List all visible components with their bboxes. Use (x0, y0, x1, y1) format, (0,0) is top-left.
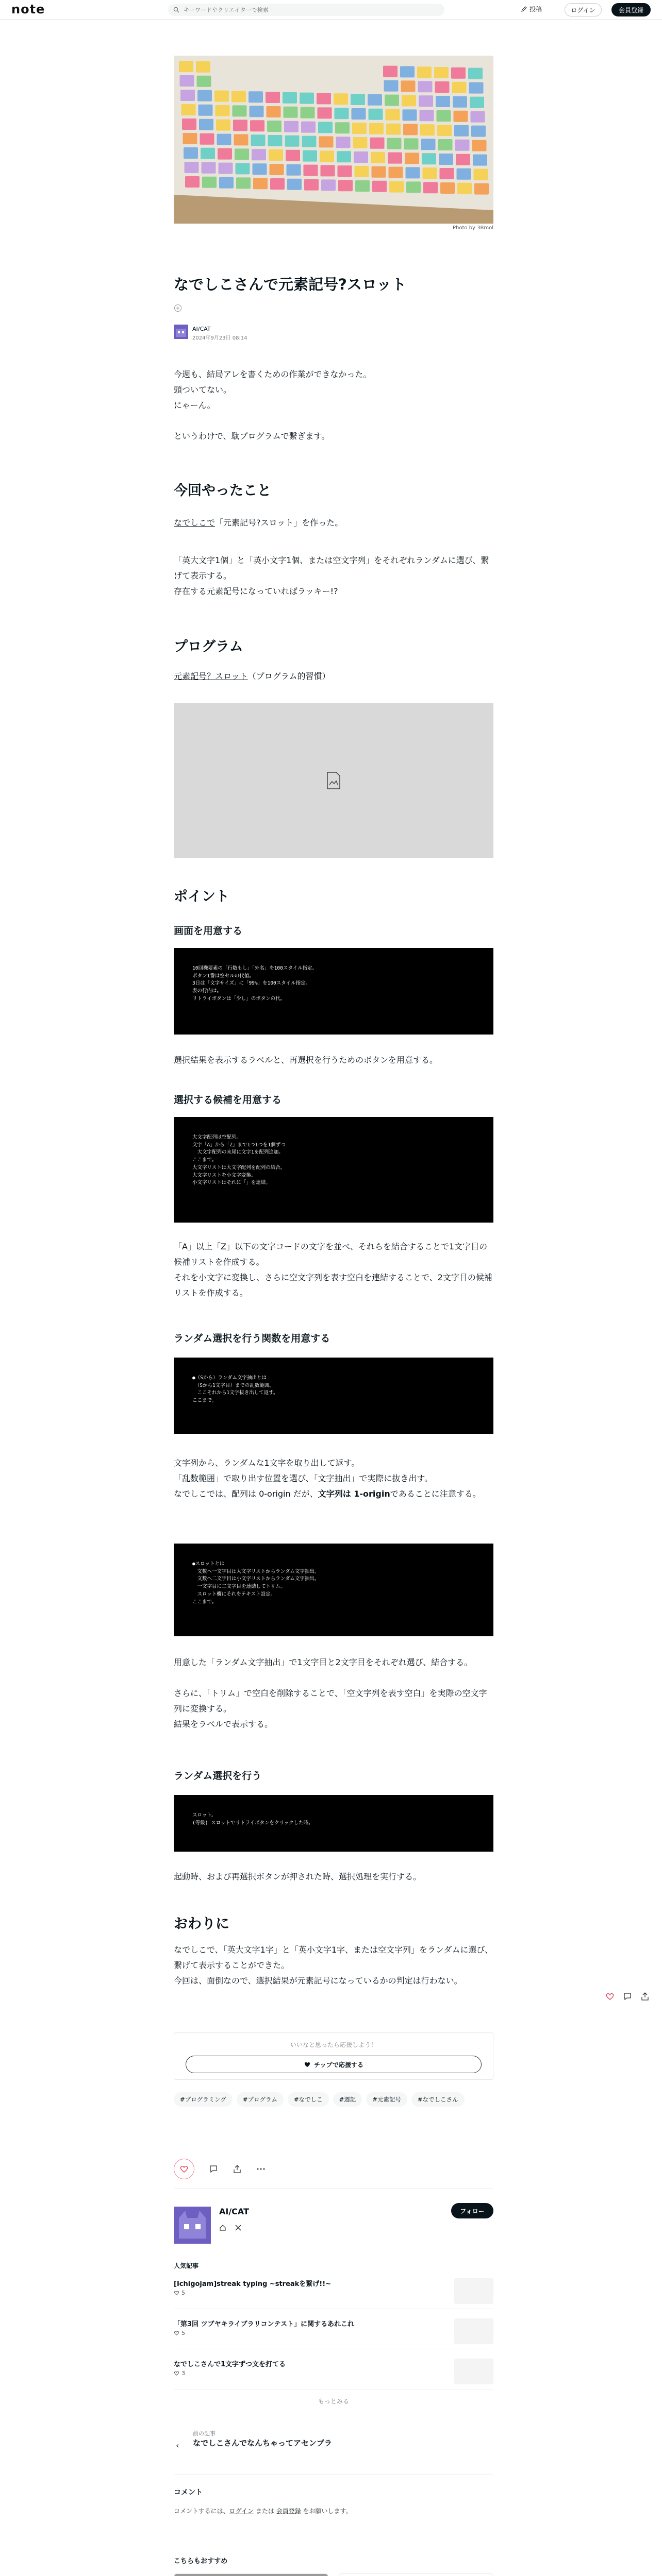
tag-list (174, 2092, 493, 2107)
element-tile (321, 179, 336, 191)
element-tile (236, 163, 250, 174)
embed-placeholder[interactable] (174, 703, 493, 858)
login-button[interactable]: ログイン (565, 3, 602, 16)
popular-thumb (454, 2359, 493, 2384)
element-tile (402, 95, 416, 106)
element-tile (440, 182, 455, 194)
comment-icon[interactable] (209, 2164, 218, 2174)
element-tile (423, 182, 438, 193)
element-tile (470, 97, 484, 108)
paragraph: さらに、「トリム」で空白を削除することで、「空文字列を表す空白」を実際の空文字列に変換する。 (174, 1688, 487, 1714)
element-tile (403, 109, 417, 121)
element-tile (219, 163, 233, 174)
chevron-left-icon: ‹ (176, 2441, 179, 2450)
element-tile (456, 154, 470, 165)
element-tile (422, 153, 436, 164)
element-tile (370, 138, 385, 149)
element-tile (304, 179, 319, 191)
element-tile (473, 155, 487, 166)
element-tile (185, 162, 199, 173)
element-tile (179, 61, 193, 72)
post-label: 投稿 (529, 6, 542, 13)
element-tile (338, 165, 352, 177)
broken-file-icon (326, 771, 341, 790)
element-tile (469, 82, 484, 94)
heart-icon (174, 2330, 179, 2336)
element-tile (389, 167, 403, 178)
photo-credit: Photo by 3Bmol (452, 225, 493, 231)
code-block: スロット。 (等級) スロットでリトライボタンをクリックした時。 (174, 1795, 493, 1852)
recommend-card[interactable] (339, 2573, 493, 2576)
random-range-link[interactable]: 乱数範囲 (182, 1473, 216, 1483)
element-tile (201, 148, 215, 159)
element-tile (267, 121, 282, 132)
x-icon[interactable] (235, 2224, 242, 2231)
element-tile (318, 107, 332, 118)
element-tile (384, 80, 399, 92)
tag[interactable]: #なでしこさん (411, 2092, 465, 2107)
code-block: 10回機要素の「行数もし」「外名」を100スタイル指定。 ボタン1番は空セルの代値。 3日は「文字サイズ」に「99%」を100スタイル指定。 表の行内は。 リトライボタンは「少し」のボタンの代。 (174, 948, 493, 1035)
element-tile (437, 125, 452, 136)
code-block: 大文字配列は空配列。 文字「A」から「Z」まで1つ1つを1個ずつ 大文字配列の末尾に文字1を配列追加。 ここまで。 大文字リストは大文字配列を配列の結合。 大文字リストを小文字変換。 小文字リストはそれに「」を連結。 (174, 1117, 493, 1223)
element-tile (453, 96, 467, 108)
element-tile (454, 125, 469, 137)
element-tile (438, 139, 453, 150)
code-block: ●スロットとは 文数へ一文字目は大文字リストからランダム文字抽出。 文数へ二文字目は小文字リストからランダム文字抽出。 一文字目に二文字目を連結してトリム。 スロット欄にそれをテキスト設定。 ここまで。 (174, 1544, 493, 1636)
paragraph: 用意した「ランダム文字抽出」で1文字目と2文字目をそれぞれ選び、結合する。 (174, 1657, 473, 1667)
element-tile (304, 165, 318, 176)
element-tile (336, 137, 351, 148)
search-input[interactable] (184, 7, 431, 13)
element-tile (351, 94, 365, 105)
element-tile (372, 181, 387, 192)
tag[interactable]: #元素記号 (366, 2092, 407, 2107)
paragraph: なでしこで「元素記号?スロット」を作った。 (174, 518, 343, 528)
element-tile (249, 91, 263, 103)
element-tile (218, 148, 232, 160)
recommend-label: こちらもおすすめ (174, 2557, 228, 2565)
element-tile (233, 120, 247, 131)
element-tile (474, 183, 489, 195)
paragraph: 結果をラベルで表示する。 (174, 1719, 273, 1729)
section-heading: ポイント (174, 889, 229, 905)
subsection-heading: 選択する候補を用意する (174, 1094, 282, 1106)
element-tile (420, 110, 434, 121)
like-button[interactable] (174, 2159, 194, 2179)
popular-item[interactable]: 「第3回 ツブヤキライブラリコンテスト」に関するあれこれ 5 (174, 2318, 493, 2349)
comment-signup-link[interactable]: 会員登録 (276, 2507, 301, 2515)
element-tile (180, 75, 194, 87)
comment-label: コメント (174, 2488, 203, 2497)
intro-line: というわけで、駄プログラムで繋ぎます。 (174, 431, 330, 441)
intro-line: にゃーん。 (174, 400, 216, 410)
subsection-heading: 画面を用意する (174, 925, 243, 937)
element-tile (200, 133, 214, 145)
popular-item[interactable]: なでしこさんで1文字ずつ文を打てる 3 (174, 2359, 493, 2389)
element-tile (451, 67, 466, 79)
paragraph: 存在する元素記号になっていればラッキー!? (174, 586, 338, 596)
element-tile (252, 149, 266, 160)
element-tile (386, 124, 401, 135)
element-tile (231, 91, 246, 102)
element-tile (234, 134, 249, 145)
section-heading: 今回やったこと (174, 483, 271, 499)
paragraph: なでしこで、「英大文字1字」と「英小文字1字、または空文字列」をランダムに選び、繋げて表示することができた。 (174, 1945, 493, 1970)
element-tile (400, 66, 415, 77)
program-link[interactable]: 元素記号？スロット (174, 671, 248, 681)
element-tile (303, 150, 317, 162)
element-tile (405, 152, 419, 164)
element-tile (436, 96, 450, 107)
element-tile (270, 164, 284, 175)
profile-name[interactable]: AI/CAT (219, 2207, 249, 2216)
element-tile (319, 136, 334, 147)
element-tile (418, 81, 433, 92)
action-row (174, 2159, 266, 2179)
periodic-table-photo (174, 56, 493, 224)
element-tile (235, 148, 249, 160)
post-button[interactable] (521, 5, 542, 13)
element-tile (455, 140, 470, 151)
element-tile (301, 107, 315, 118)
element-tile (372, 166, 386, 178)
element-tile (353, 137, 368, 148)
nadesiko-link[interactable]: なでしこで (174, 518, 216, 528)
support-box (174, 2032, 493, 2080)
popular-label: 人気記事 (174, 2262, 199, 2269)
element-tile (283, 92, 297, 104)
paragraph: 今回は、面倒なので、選択結果が元素記号になっているかの判定は行わない。 (174, 1976, 462, 1986)
element-tile (301, 122, 316, 133)
element-tile (457, 168, 471, 180)
paragraph: 「A」以上「Z」以下の文字コードの文字を並べ、それらを結合することで1文字目の候補リストを作成する。 (174, 1242, 488, 1267)
support-caption: いいなと思ったら応援しよう！ (290, 2041, 377, 2048)
element-tile (285, 135, 300, 147)
element-tile (368, 94, 382, 106)
author-name[interactable]: AI/CAT (192, 326, 211, 332)
intro-line: 今週も、結局アレを書くための作業ができなかった。 (174, 369, 372, 379)
element-tile (452, 82, 467, 93)
magazine-add-icon[interactable] (174, 304, 182, 312)
element-tile (419, 95, 433, 107)
note-logo[interactable]: note (11, 2, 45, 16)
element-tile (217, 134, 231, 145)
element-tile (250, 120, 264, 131)
element-tile (439, 154, 453, 165)
element-tile (454, 111, 468, 122)
paragraph: 元素記号？スロット（プログラム的習慣） (174, 671, 330, 681)
element-tile (335, 108, 349, 119)
element-tile (286, 150, 300, 161)
element-tile (284, 107, 298, 118)
element-tile (471, 111, 485, 123)
element-tile (406, 167, 420, 178)
tag[interactable]: #プログラム (237, 2092, 284, 2107)
profile-links (219, 2224, 242, 2231)
pencil-icon (521, 6, 527, 12)
element-tile (474, 169, 488, 180)
element-tile (457, 183, 472, 194)
element-tile (320, 150, 334, 162)
element-tile (269, 149, 283, 161)
paragraph: 「英大文字1個」と「英小文字1個、または空文字列」をそれぞれランダムに選び、繋げて表示する。 (174, 555, 489, 581)
element-tile (371, 152, 385, 163)
author-avatar[interactable] (174, 325, 188, 339)
element-tile (268, 135, 283, 146)
tag[interactable]: #週記 (333, 2092, 362, 2107)
element-tile (287, 179, 302, 190)
element-tile (434, 67, 449, 78)
element-tile (197, 90, 212, 101)
tag[interactable]: #プログラミング (174, 2092, 233, 2107)
element-tile (389, 181, 404, 193)
paragraph: 「乱数範囲」で取り出す位置を選び、「文字抽出」で実際に抜き出す。 (174, 1473, 433, 1483)
element-tile (354, 151, 368, 163)
heart-icon (174, 2370, 179, 2376)
element-tile (284, 121, 299, 132)
element-tile (404, 138, 419, 149)
element-tile (250, 106, 264, 117)
element-tile (471, 126, 486, 137)
element-tile (334, 93, 348, 105)
element-tile (435, 81, 450, 93)
element-tile (421, 139, 436, 150)
element-tile (302, 136, 317, 147)
element-tile (183, 133, 197, 144)
element-tile (216, 105, 230, 116)
comment-login-link[interactable]: ログイン (229, 2507, 254, 2515)
paragraph: 起動時、および再選択ボタンが押された時、選択処理を実行する。 (174, 1872, 422, 1882)
element-tile (180, 90, 195, 101)
element-tile (216, 120, 230, 131)
more-link[interactable]: もっとみる (318, 2398, 349, 2405)
tag[interactable]: #なでしこ (288, 2092, 329, 2107)
element-tile (219, 177, 234, 189)
popular-item[interactable]: [Ichigojam]streak typing ~streakを繋げ!!~ 5 (174, 2278, 493, 2309)
element-tile (197, 76, 211, 87)
card-thumb (174, 2573, 328, 2576)
article-title: なでしこさんで元素記号?スロット (174, 276, 407, 293)
element-tile (202, 177, 217, 188)
element-tile (184, 147, 198, 159)
paragraph: なでしこでは、配列は 0-origin だが、文字列は 1-originであることに注意する。 (174, 1489, 481, 1499)
element-tile (468, 68, 483, 79)
element-tile (369, 123, 384, 134)
element-tile (266, 92, 280, 103)
element-tile (317, 93, 331, 104)
paragraph: 選択結果を表示するラベルと、再選択を行うためのボタンを用意する。 (174, 1055, 438, 1065)
signup-button[interactable]: 会員登録 (611, 3, 651, 16)
element-tile (440, 168, 454, 179)
prev-article[interactable]: ‹ 前の記事 なでしこさんでなんちゃってアセンブラ (174, 2418, 493, 2475)
subsection-heading: ランダム選択を行う (174, 1770, 262, 1782)
element-tile (202, 162, 216, 174)
element-tile (196, 61, 210, 73)
recommend-card[interactable] (174, 2573, 328, 2576)
element-tile (403, 124, 418, 135)
element-tile (214, 91, 229, 102)
element-tile (401, 80, 416, 92)
comment-icon[interactable] (623, 1992, 632, 2001)
tip-heart-icon (304, 2061, 311, 2068)
element-tile (352, 123, 367, 134)
element-tile (420, 124, 435, 135)
element-tile (387, 138, 402, 149)
element-tile (287, 164, 301, 176)
element-tile (300, 93, 314, 104)
element-tile (417, 66, 432, 78)
element-tile (199, 119, 213, 130)
side-actions (605, 1992, 650, 2001)
element-tile (385, 95, 399, 106)
share-icon[interactable] (233, 2164, 242, 2174)
follow-button[interactable]: フォロー (451, 2203, 493, 2218)
element-tile (251, 134, 266, 146)
element-tile (406, 181, 421, 193)
element-tile (236, 177, 251, 189)
element-tile (318, 122, 333, 133)
heart-icon (179, 2164, 189, 2174)
substring-link[interactable]: 文字抽出 (318, 1473, 351, 1483)
element-tile (437, 110, 451, 122)
post-date: 2024年9月23日 08:14 (192, 335, 247, 341)
blender-render-image (174, 2573, 328, 2576)
paragraph: それを小文字に変換し、さらに空文字列を表す空白を連結することで、2文字目の候補リストを作成する。 (174, 1273, 492, 1298)
card-thumb (339, 2573, 493, 2576)
element-tile (321, 165, 335, 176)
element-tile (355, 166, 369, 177)
heart-icon[interactable] (605, 1992, 615, 2001)
element-tile (198, 105, 213, 116)
element-tile (338, 180, 353, 191)
site-header (0, 0, 662, 20)
search-box[interactable] (168, 4, 444, 16)
element-tile (337, 151, 351, 162)
paragraph: 文字列から、ランダムな1文字を取り出して返す。 (174, 1458, 360, 1468)
element-tile (233, 105, 247, 116)
intro-line: 頭ついてない。 (174, 385, 232, 395)
element-tile (253, 178, 268, 189)
search-icon (173, 7, 179, 13)
element-tile (369, 109, 383, 120)
subsection-heading: ランダム選択を行う関数を用意する (174, 1333, 330, 1344)
tip-button[interactable]: チップで応援する (186, 2056, 482, 2073)
element-tile (335, 122, 350, 133)
popular-thumb (454, 2318, 493, 2344)
element-tile (181, 104, 196, 115)
element-tile (253, 163, 267, 175)
heart-icon (174, 2290, 179, 2296)
element-tile (383, 66, 398, 77)
comment-note: コメントするには、ログイン または 会員登録 をお願いします。 (174, 2507, 352, 2515)
element-tile (355, 180, 370, 192)
element-tile (182, 118, 196, 130)
section-heading: おわりに (174, 1916, 229, 1932)
element-tile (352, 108, 366, 120)
element-tile (270, 178, 285, 190)
home-icon[interactable] (219, 2224, 226, 2231)
element-tile (388, 152, 402, 164)
element-tile (472, 140, 487, 151)
profile-avatar[interactable] (174, 2207, 211, 2244)
code-block: ●（Sから）ランダム文字抽出とは （Sから1文字目）までの乱数範囲。 ここそれから1文字抜き出して返す。 ここまで。 (174, 1358, 493, 1434)
section-heading: プログラム (174, 639, 243, 655)
share-icon[interactable] (640, 1992, 650, 2001)
more-icon[interactable] (256, 2164, 266, 2174)
element-tile (185, 176, 200, 188)
eyecatch-image (174, 56, 493, 224)
popular-thumb (454, 2278, 493, 2304)
element-tile (386, 109, 400, 121)
element-tile (267, 106, 281, 117)
element-tile (423, 167, 437, 179)
